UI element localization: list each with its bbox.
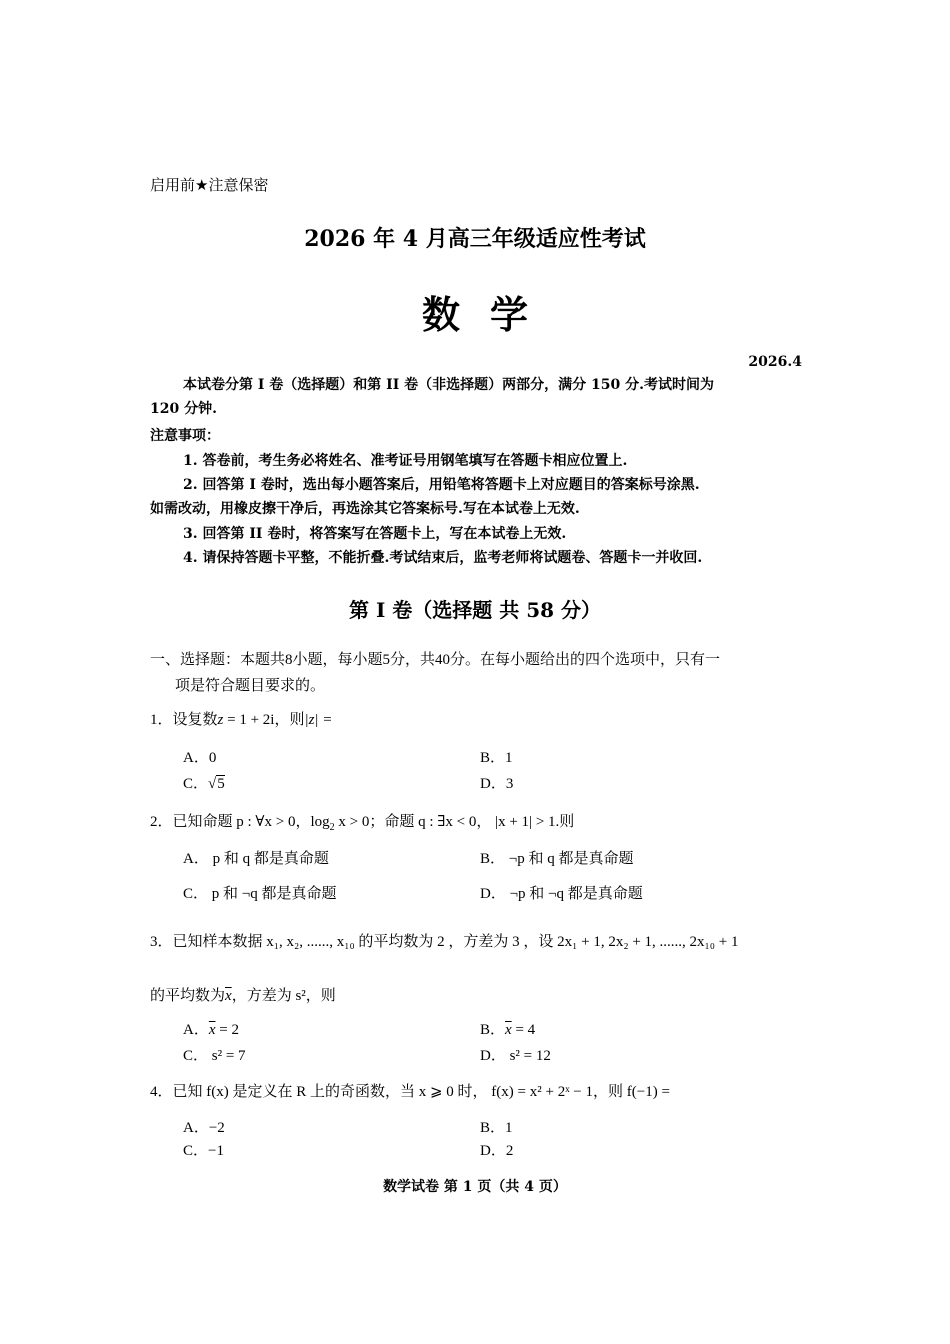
q2-option-a: A． p 和 q 都是真命题 xyxy=(183,851,329,867)
q3-stem2-c: ，方差为 s²，则 xyxy=(231,988,336,1004)
q4-option-b: B．1 xyxy=(480,1120,513,1136)
q2-option-c: C． p 和 ¬q 都是真命题 xyxy=(183,886,337,902)
q2-log-base: 2 xyxy=(329,822,335,833)
question-2-stem xyxy=(150,810,574,833)
intro-line-1: 本试卷分第 I 卷（选择题）和第 II 卷（非选择题）两部分，满分 150 分.考试时间为 xyxy=(183,377,714,393)
question-3-stem-cont xyxy=(150,984,336,1005)
intro-line-2: 120 分钟. xyxy=(150,401,217,417)
q3-option-a xyxy=(183,1018,239,1039)
q1-option-d: D．3 xyxy=(480,776,514,792)
q3-stem2-a: 的平均数为 xyxy=(150,988,226,1004)
note-3: 3. 回答第 II 卷时，将答案写在答题卡上，写在本试卷上无效. xyxy=(183,526,567,542)
page-footer: 数学试卷 第 1 页（共 4 页） xyxy=(383,1179,567,1195)
note-1: 1. 答卷前，考生务必将姓名、准考证号用钢笔填写在答题卡相应位置上. xyxy=(183,453,628,469)
question-3-stem: 3．已知样本数据 x₁, x₂, ......, x₁₀ 的平均数为 2 ，方差为 3 ，设 2x₁ + 1, 2x₂ + 1, ......, 2x₁₀ + 1 xyxy=(150,934,739,950)
q2-stem-b: p : ∀x > 0，log xyxy=(236,814,330,830)
section-title: 第 I 卷（选择题 共 58 分） xyxy=(348,598,601,622)
question-1-stem xyxy=(150,708,332,729)
q1-option-c-label: C． xyxy=(183,776,209,792)
confidential-notice: 启用前★注意保密 xyxy=(150,176,269,194)
q3-option-b-var: $\overline{x}$ xyxy=(505,1022,512,1038)
q2-stem-a: 2．已知命题 xyxy=(150,814,237,830)
q1-option-b: B．1 xyxy=(480,750,513,766)
q2-option-b: B． ¬p 和 q 都是真命题 xyxy=(480,851,634,867)
q3-option-a-label: A． xyxy=(183,1022,209,1038)
q1-option-a: A．0 xyxy=(183,750,217,766)
q3-option-a-var: $\overline{x}$ xyxy=(208,1022,216,1038)
notes-heading: 注意事项： xyxy=(150,428,220,444)
exam-date: 2026.4 xyxy=(748,354,802,370)
q3-option-b-label: B． xyxy=(480,1022,506,1038)
q4-option-c: C．−1 xyxy=(183,1143,224,1159)
note-4: 4. 请保持答题卡平整，不能折叠.考试结束后，监考老师将试题卷、答题卡一并收回. xyxy=(183,550,703,566)
q1-option-c-value: 5 xyxy=(217,776,225,792)
part1-instructions-cont: 项是符合题目要求的。 xyxy=(175,678,326,694)
sqrt-symbol: √ xyxy=(208,776,217,792)
exam-title: 2026 年 4 月高三年级适应性考试 xyxy=(304,226,646,252)
note-2: 2. 回答第 I 卷时，选出每小题答案后，用铅笔将答题卡上对应题目的答案标号涂黑. xyxy=(183,477,700,493)
q1-stem-c: = 1 + 2i，则 xyxy=(223,712,305,728)
q3-option-a-val: = 2 xyxy=(215,1022,239,1038)
q2-stem-c: x > 0；命题 q : ∃x < 0， |x + 1| > 1.则 xyxy=(334,814,575,830)
q3-option-c: C． s² = 7 xyxy=(183,1048,246,1064)
q4-option-d: D．2 xyxy=(480,1143,514,1159)
q1-stem-b: z xyxy=(217,712,224,728)
q3-option-b-val: = 4 xyxy=(511,1022,536,1038)
q2-option-d: D． ¬p 和 ¬q 都是真命题 xyxy=(480,886,643,902)
q1-stem-a: 1．设复数 xyxy=(150,712,218,728)
subject-title: 数学 xyxy=(421,292,558,337)
question-4-stem: 4．已知 f(x) 是定义在 R 上的奇函数，当 x ⩾ 0 时， f(x) = x² + 2ˣ − 1，则 f(−1) = xyxy=(150,1084,670,1100)
q3-option-d: D． s² = 12 xyxy=(480,1048,551,1064)
q4-option-a: A．−2 xyxy=(183,1120,225,1136)
q1-option-c xyxy=(183,772,225,793)
q3-stem2-b: $\overline{x}$ xyxy=(225,988,232,1004)
q1-stem-d: |z| = xyxy=(304,712,333,728)
note-2-continued: 如需改动，用橡皮擦干净后，再选涂其它答案标号.写在本试卷上无效. xyxy=(150,501,580,517)
q3-option-b xyxy=(480,1018,535,1039)
part1-instructions: 一、选择题：本题共8小题，每小题5分，共40分。在每小题给出的四个选项中，只有一 xyxy=(150,652,721,668)
